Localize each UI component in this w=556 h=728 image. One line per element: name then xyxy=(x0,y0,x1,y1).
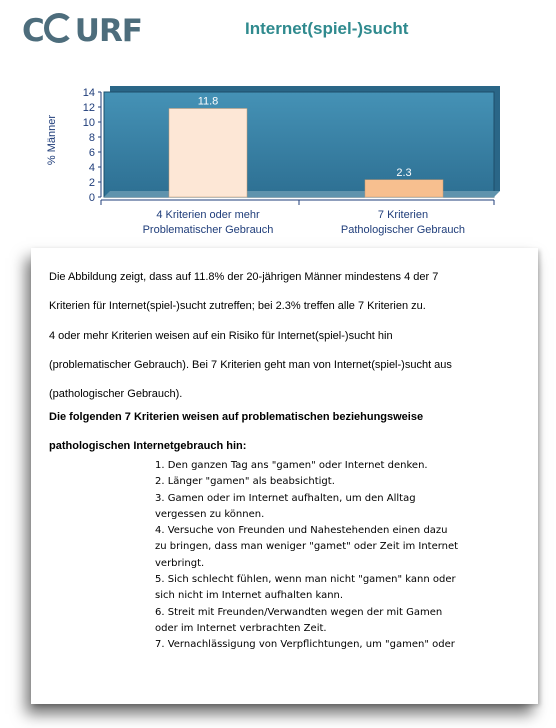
page-title: Internet(spiel-)sucht xyxy=(245,19,409,38)
y-tick-label: 6 xyxy=(88,147,95,159)
y-tick-label: 4 xyxy=(88,162,95,174)
y-tick-label: 0 xyxy=(88,192,95,204)
criteria-line: 2. Länger "gamen" als beabsichtigt. xyxy=(155,476,335,488)
y-tick-label: 14 xyxy=(82,87,95,99)
csurf-logo: C URF xyxy=(22,13,142,49)
data-label: 11.8 xyxy=(197,95,219,108)
info-card xyxy=(31,248,538,704)
criteria-list xyxy=(155,458,485,654)
bar xyxy=(365,180,443,197)
text-line: Kriterien für Internet(spiel-)sucht zutreffen; bei 2.3% treffen alle 7 Kriterien zu. xyxy=(49,300,426,312)
x-category-label xyxy=(118,208,298,238)
y-tick-label: 12 xyxy=(82,102,95,114)
category-line-1: 7 Kriterien xyxy=(377,209,429,221)
category-line-2: Problematischer Gebrauch xyxy=(142,224,274,236)
text-line: Die Abbildung zeigt, dass auf 11.8% der 20-jährigen Männer mindestens 4 der 7 xyxy=(49,271,439,283)
paragraph-heading xyxy=(49,403,519,461)
text-line: (problematischer Gebrauch). Bei 7 Kriterien geht man von Internet(spiel-)sucht aus xyxy=(49,359,452,371)
criteria-line: 3. Gamen oder im Internet aufhalten, um den Alltag xyxy=(155,492,416,504)
bar xyxy=(169,109,247,198)
criteria-line: sich nicht im Internet aufhalten kann. xyxy=(155,590,344,602)
criteria-line: oder im Internet verbrachten Zeit. xyxy=(155,622,327,634)
x-category-label xyxy=(313,208,493,238)
y-tick-label: 10 xyxy=(82,117,95,129)
paragraph-criteria xyxy=(49,322,519,409)
criteria-line: 5. Sich schlecht fühlen, wenn man nicht "gamen" kann oder xyxy=(155,574,456,586)
text-line: pathologischen Internetgebrauch hin: xyxy=(49,440,247,452)
data-label: 2.3 xyxy=(396,166,412,179)
y-tick-label: 2 xyxy=(88,177,95,189)
criteria-line: 4. Versuche von Freunden und Nahestehenden einen dazu xyxy=(155,525,448,537)
y-tick-label: 8 xyxy=(88,132,95,144)
paragraph-intro xyxy=(49,263,519,321)
criteria-line: vergessen zu können. xyxy=(155,508,265,520)
text-line: 4 oder mehr Kriterien weisen auf ein Risiko für Internet(spiel-)sucht hin xyxy=(49,330,393,342)
criteria-line: 1. Den ganzen Tag ans "gamen" oder Internet denken. xyxy=(155,460,428,471)
category-line-2: Pathologischer Gebrauch xyxy=(340,224,466,236)
text-line: Die folgenden 7 Kriterien weisen auf problematischen beziehungsweise xyxy=(49,411,424,423)
criteria-line: 7. Vernachlässigung von Verpflichtungen, um "gamen" oder xyxy=(155,639,455,651)
category-line-1: 4 Kriterien oder mehr xyxy=(156,209,260,221)
y-axis-label: % Männer xyxy=(46,114,58,166)
text-line: (pathologischer Gebrauch). xyxy=(49,388,183,400)
criteria-line: 6. Streit mit Freunden/Verwandten wegen der mit Gamen xyxy=(155,606,443,618)
criteria-line: verbringt. xyxy=(155,557,205,569)
criteria-line: zu bringen, dass man weniger "gamet" oder Zeit im Internet xyxy=(155,541,459,553)
